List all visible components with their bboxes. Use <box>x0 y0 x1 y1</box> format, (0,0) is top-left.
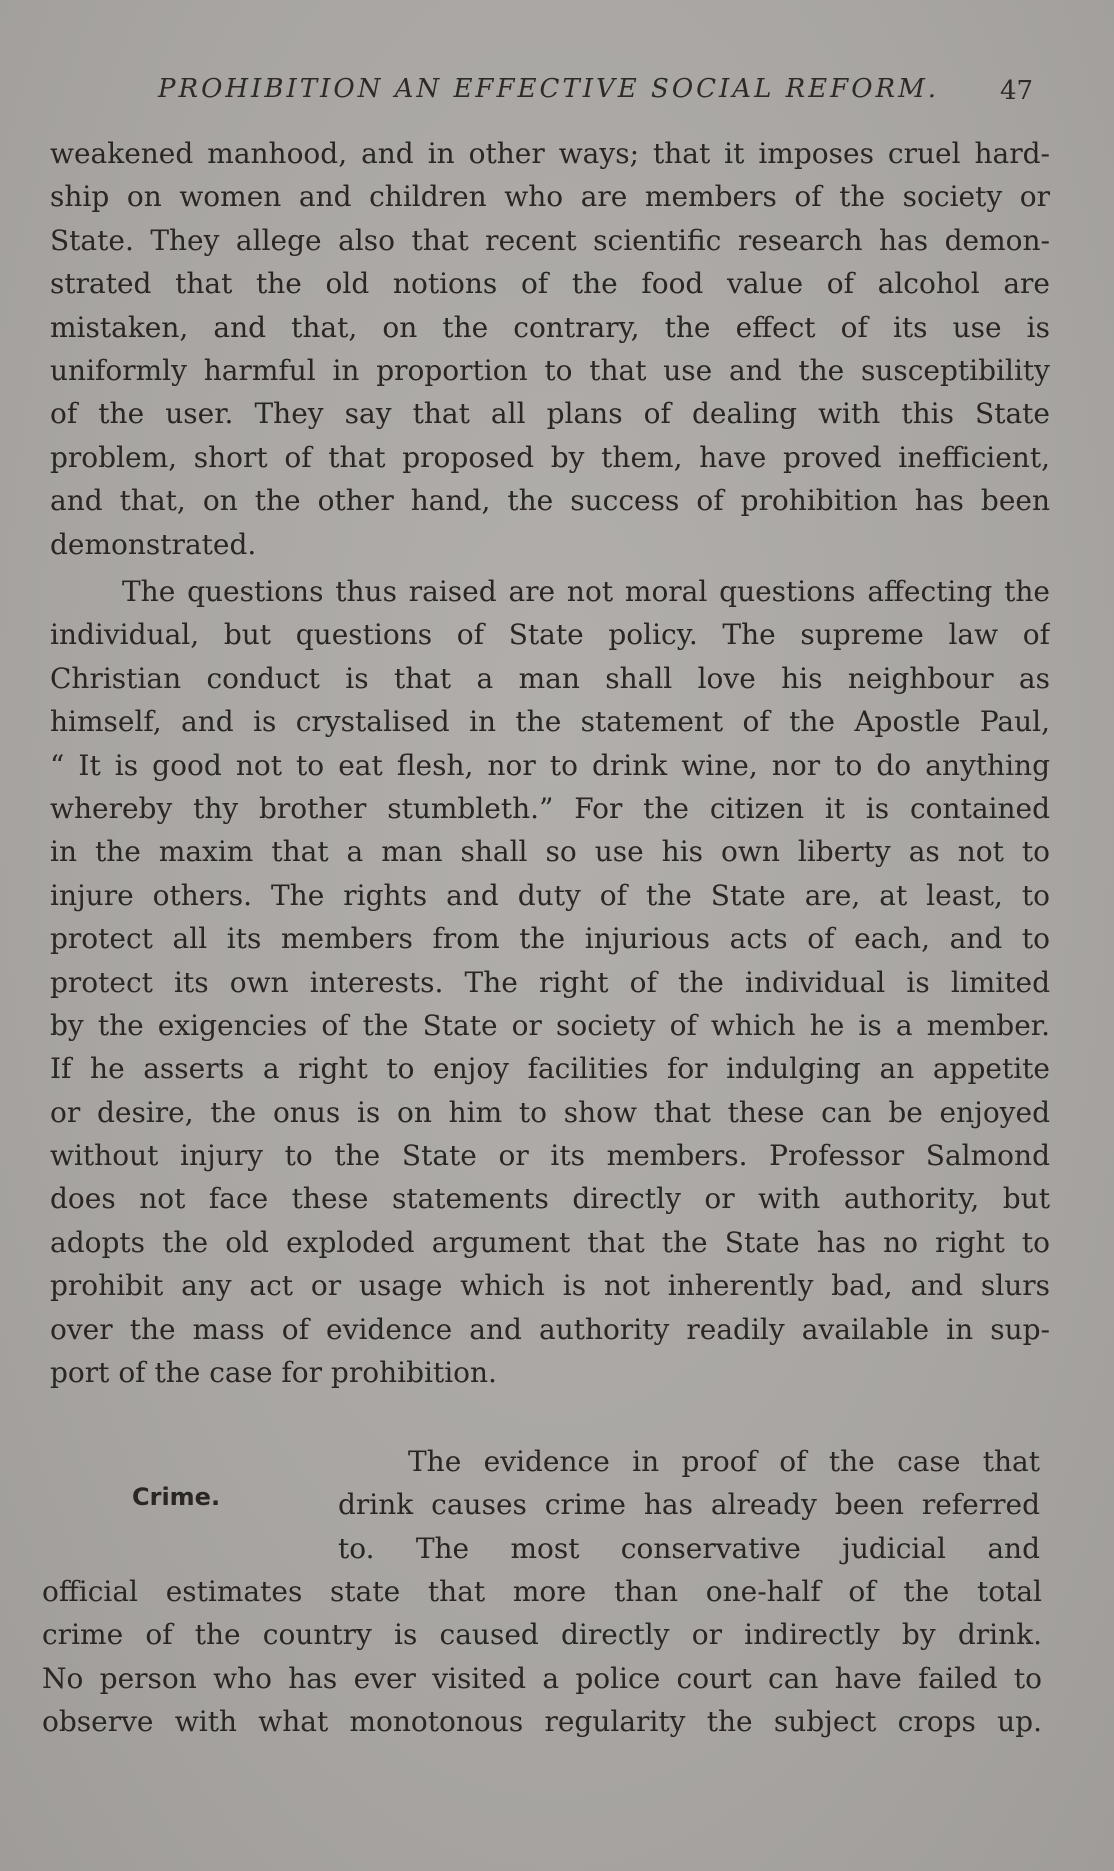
sidenote-crime: Crime. <box>132 1483 221 1511</box>
text-line: ship on women and children who are members of the society or <box>50 180 1050 214</box>
text-line: or desire, the onus is on him to show that these can be enjoyed <box>50 1095 1050 1129</box>
text-line: and that, on the other hand, the success of prohibition has been <box>50 484 1050 518</box>
text-line: adopts the old exploded argument that the State has no right to <box>50 1225 1050 1259</box>
text-line: weakened manhood, and in other ways; that it imposes cruel hard- <box>50 137 1050 170</box>
text-line: “ It is good not to eat flesh, nor to drink wine, nor to do anything <box>50 748 1050 782</box>
text-line: mistaken, and that, on the contrary, the effect of its use is <box>50 310 1050 344</box>
text-line: uniformly harmful in proportion to that use and the susceptibility <box>50 353 1050 387</box>
running-head <box>0 74 1114 124</box>
page-number: 47 <box>1000 76 1034 106</box>
text-line: individual, but questions of State policy. The supreme law of <box>50 618 1050 652</box>
text-line: strated that the old notions of the food value of alcohol are <box>50 267 1050 301</box>
text-line: The evidence in proof of the case that <box>408 1445 1040 1478</box>
text-line: prohibit any act or usage which is not inherently bad, and slurs <box>50 1269 1050 1303</box>
text-line: does not face these statements directly or with authority, but <box>50 1182 1050 1216</box>
text-line: injure others. The rights and duty of the State are, at least, to <box>50 878 1050 912</box>
text-line: without injury to the State or its members. Professor Salmond <box>50 1139 1050 1173</box>
text-line: to. The most conservative judicial and <box>338 1531 1040 1565</box>
text-line: protect all its members from the injurious acts of each, and to <box>50 922 1050 956</box>
paragraph-state-policy <box>50 570 1050 1394</box>
text-line: No person who has ever visited a police court can have failed to <box>42 1661 1042 1695</box>
text-line: official estimates state that more than one-half of the total <box>42 1575 1042 1608</box>
running-title: PROHIBITION AN EFFECTIVE SOCIAL REFORM. <box>158 74 939 104</box>
text-line: problem, short of that proposed by them, have proved inefficient, <box>50 440 1050 474</box>
text-line: of the user. They say that all plans of dealing with this State <box>50 397 1050 431</box>
crime-paragraph-opening <box>338 1440 1040 1570</box>
text-line: in the maxim that a man shall so use his own liberty as not to <box>50 835 1050 869</box>
crime-paragraph-body <box>42 1570 1042 1744</box>
paragraph-continued <box>50 132 1050 566</box>
text-line: State. They allege also that recent scientific research has demon- <box>50 223 1050 257</box>
text-line: port of the case for prohibition. <box>50 1356 497 1390</box>
text-line: Christian conduct is that a man shall love his neighbour as <box>50 661 1050 695</box>
text-line: by the exigencies of the State or society of which he is a member. <box>50 1008 1050 1042</box>
text-line: The questions thus raised are not moral questions affecting the <box>122 575 1050 608</box>
text-line: If he asserts a right to enjoy facilities for indulging an appetite <box>50 1052 1050 1086</box>
text-line: observe with what monotonous regularity the subject crops up. <box>42 1705 1042 1739</box>
text-line: drink causes crime has already been referred <box>338 1488 1040 1522</box>
text-line: over the mass of evidence and authority readily available in sup- <box>50 1312 1050 1346</box>
text-line: whereby thy brother stumbleth.” For the citizen it is contained <box>50 791 1050 825</box>
text-line: demonstrated. <box>50 527 257 561</box>
text-line: crime of the country is caused directly or indirectly by drink. <box>42 1618 1042 1652</box>
text-line: himself, and is crystalised in the statement of the Apostle Paul, <box>50 705 1050 739</box>
text-line: protect its own interests. The right of the individual is limited <box>50 965 1050 999</box>
